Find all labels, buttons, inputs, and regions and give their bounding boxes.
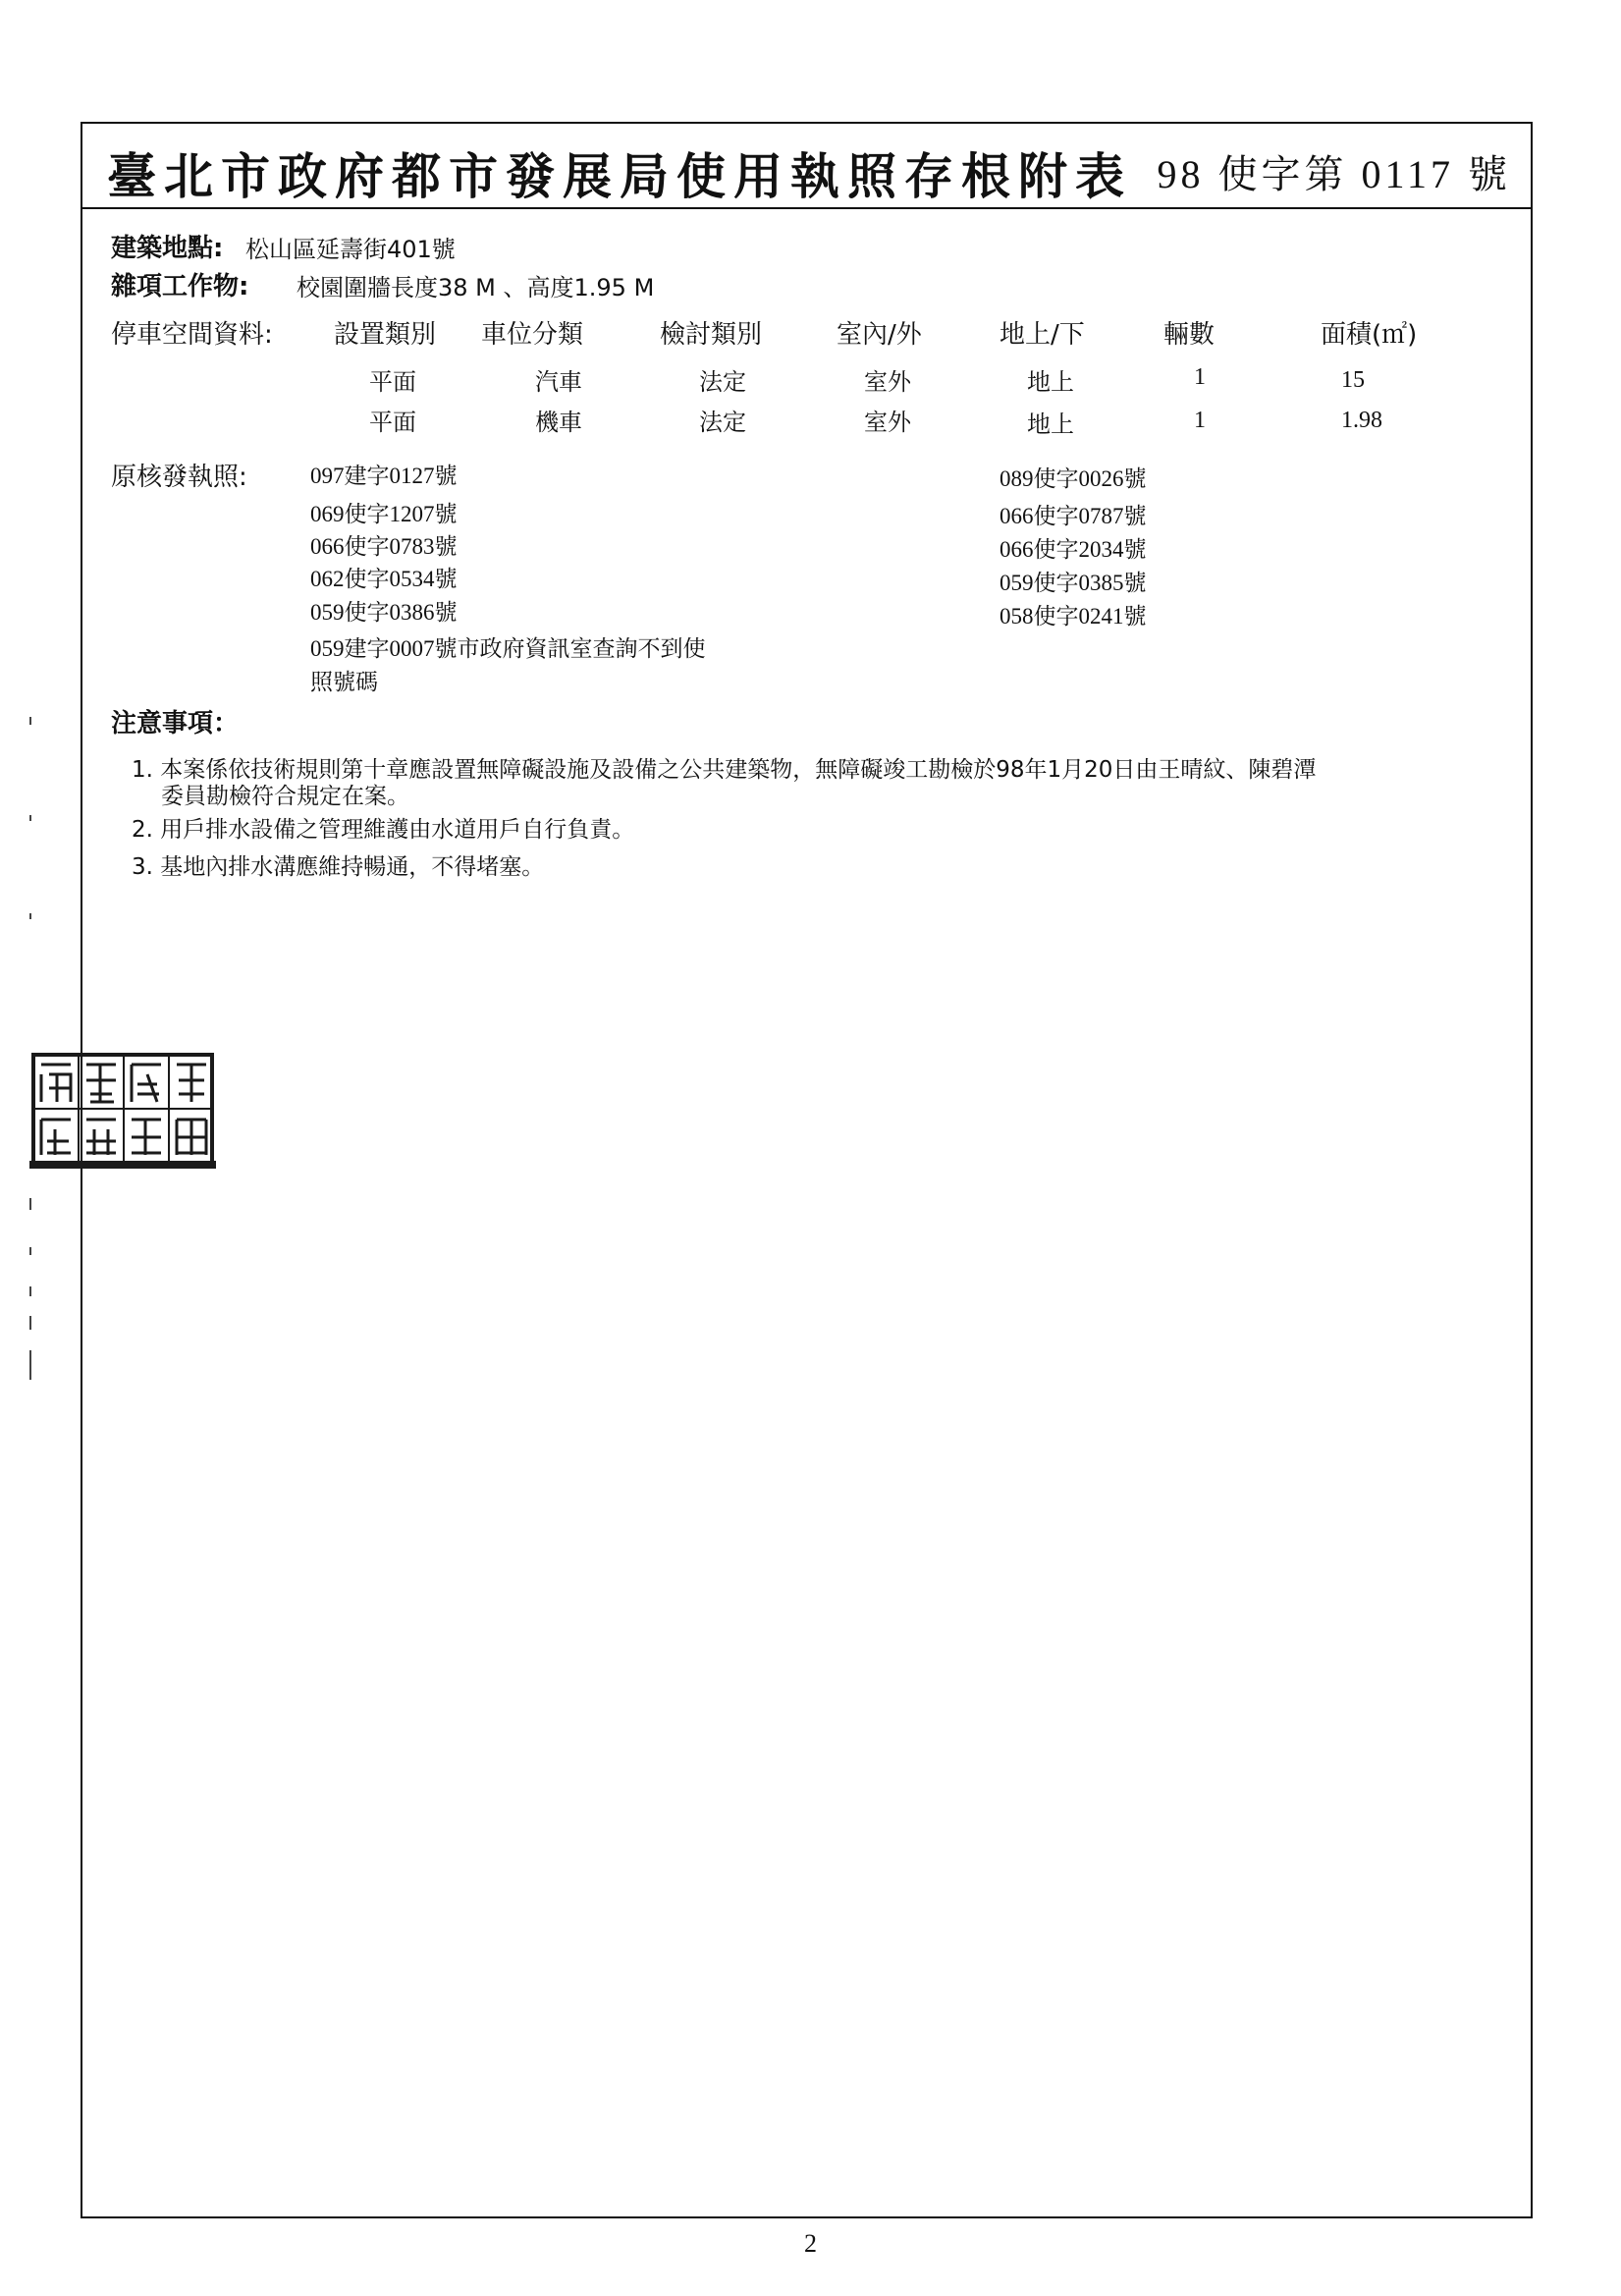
parking-label: 停車空間資料:: [111, 320, 273, 350]
parking-header-review: 檢討類別: [660, 320, 763, 350]
parking-row2-category: 機車: [535, 409, 582, 436]
parking-header-level: 地上/下: [1000, 320, 1085, 350]
original-permit-right-3: 066使字2034號: [1000, 537, 1147, 562]
parking-row1-count: 1: [1194, 364, 1206, 390]
original-permit-left-6: 059建字0007號市政府資訊室查詢不到使: [310, 636, 706, 661]
original-permit-right-2: 066使字0787號: [1000, 504, 1147, 528]
original-permit-right-4: 059使字0385號: [1000, 571, 1147, 595]
document-header: [82, 124, 1531, 209]
parking-header-type: 設置類別: [334, 320, 437, 350]
parking-row2-review: 法定: [699, 409, 746, 436]
parking-header-count: 輛數: [1163, 320, 1216, 350]
margin-mark: [29, 1198, 31, 1210]
original-permit-left-1: 097建字0127號: [310, 464, 458, 488]
parking-row1-review: 法定: [699, 368, 746, 396]
parking-row2-level: 地上: [1027, 410, 1074, 438]
misc-structure-value: 校園圍牆長度38 M 、高度1.95 M: [297, 274, 655, 301]
building-site-value: 松山區延壽街401號: [245, 236, 456, 263]
permit-number: 98 使字第 0117 號: [1157, 152, 1511, 196]
note-item-1-cont: 委員勘檢符合規定在案。: [161, 784, 409, 809]
parking-header-indoor: 室內/外: [837, 320, 922, 350]
parking-row2-indoor: 室外: [864, 409, 911, 436]
margin-mark: [29, 815, 31, 821]
document-title: 臺北市政府都市發展局使用執照存根附表: [107, 147, 1132, 205]
original-permits-label: 原核發執照:: [111, 463, 247, 492]
margin-mark: [29, 1286, 31, 1296]
note-item-2: 2. 用戶排水設備之管理維護由水道用戶自行負責。: [132, 817, 635, 843]
original-permit-right-5: 058使字0241號: [1000, 604, 1147, 629]
document-frame: [81, 122, 1533, 2218]
margin-mark: [29, 717, 31, 725]
margin-mark: [29, 913, 31, 919]
parking-row1-level: 地上: [1027, 368, 1074, 396]
original-permit-left-3: 066使字0783號: [310, 534, 458, 559]
parking-row2-type: 平面: [369, 409, 416, 436]
parking-row1-type: 平面: [369, 368, 416, 396]
building-site-label: 建築地點:: [111, 234, 224, 263]
original-permit-left-5: 059使字0386號: [310, 600, 458, 625]
original-permit-left-2: 069使字1207號: [310, 502, 458, 526]
parking-header-category: 車位分類: [481, 320, 584, 350]
margin-mark: [29, 1350, 31, 1380]
parking-row1-category: 汽車: [535, 368, 582, 396]
parking-row1-area: 15: [1341, 367, 1365, 393]
margin-mark: [29, 1247, 31, 1255]
parking-header-area: 面積(㎡): [1321, 320, 1418, 350]
note-item-1: 1. 本案係依技術規則第十章應設置無障礙設施及設備之公共建築物，無障礙竣工勘檢於98年1月20日由王晴紋、陳碧潭: [132, 757, 1317, 783]
parking-row1-indoor: 室外: [864, 368, 911, 396]
parking-row2-area: 1.98: [1341, 408, 1382, 433]
note-item-3: 3. 基地內排水溝應維持暢通，不得堵塞。: [132, 854, 545, 880]
original-permit-right-1: 089使字0026號: [1000, 466, 1147, 491]
original-permit-left-7: 照號碼: [310, 670, 378, 694]
margin-mark: [29, 1316, 31, 1330]
parking-row2-count: 1: [1194, 408, 1206, 433]
page-number: 2: [804, 2229, 817, 2258]
archive-seal: [29, 1051, 216, 1175]
original-permit-left-4: 062使字0534號: [310, 567, 458, 591]
misc-structure-label: 雜項工作物:: [111, 272, 249, 301]
notes-label: 注意事項：: [111, 709, 240, 738]
